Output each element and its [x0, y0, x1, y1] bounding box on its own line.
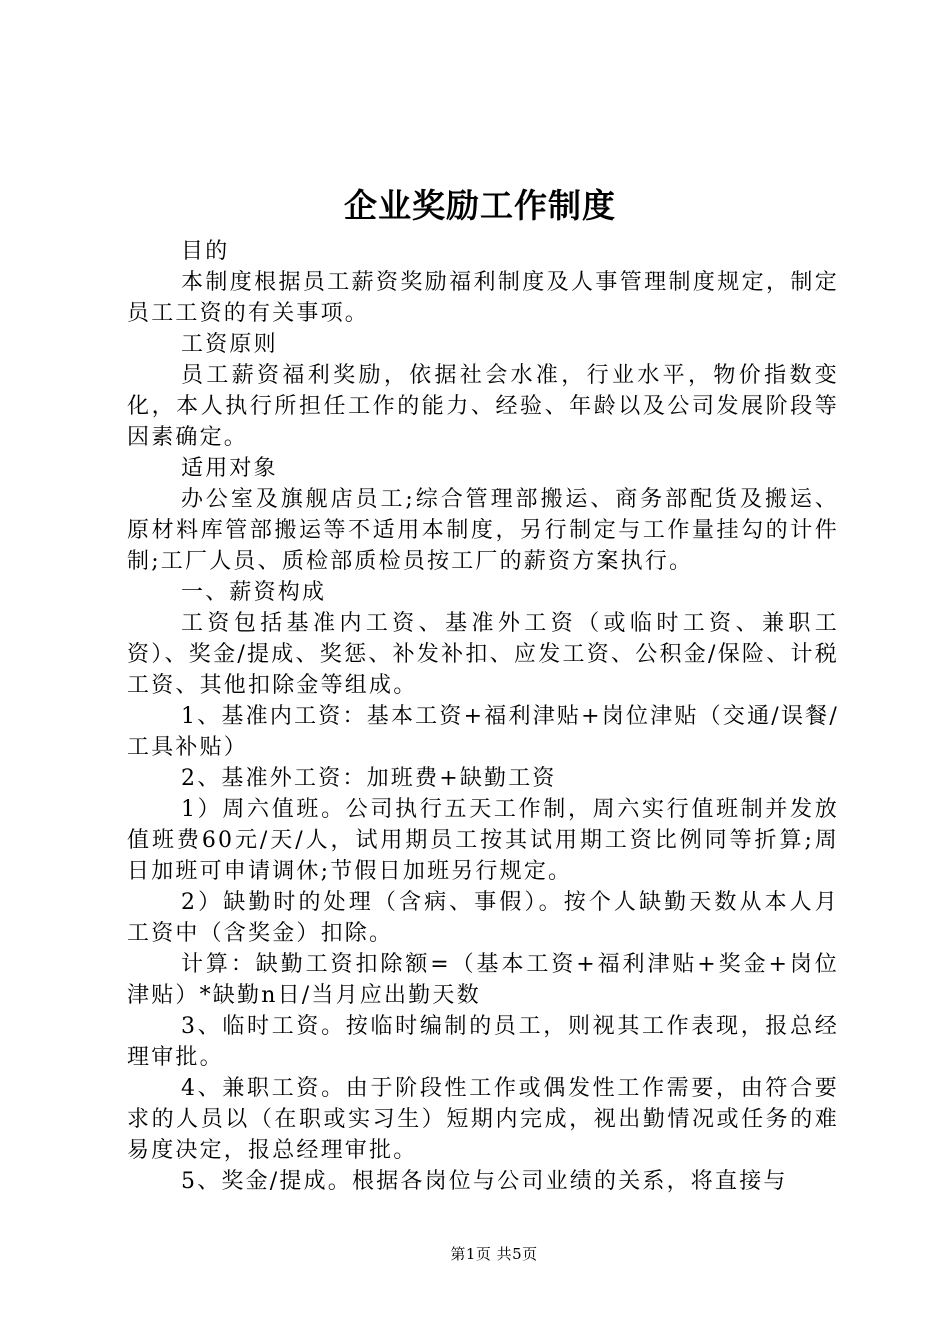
paragraph-item-1: 1、基准内工资：基本工资+福利津贴+岗位津贴（交通/误餐/工具补贴） [127, 704, 839, 760]
page-number-footer: 第1页 共5页 [450, 1245, 538, 1263]
paragraph-item-3: 3、临时工资。按临时编制的员工，则视其工作表现，报总经理审批。 [127, 1014, 839, 1070]
paragraph-purpose: 本制度根据员工薪资奖励福利制度及人事管理制度规定，制定员工工资的有关事项。 [127, 270, 839, 326]
paragraph-salary-structure: 工资包括基准内工资、基准外工资（或临时工资、兼职工资）、奖金/提成、奖惩、补发补扣、应发工资、公积金/保险、计税工资、其他扣除金等组成。 [127, 611, 839, 698]
document-body [127, 236, 839, 1197]
paragraph-item-5: 5、奖金/提成。根据各岗位与公司业绩的关系，将直接与 [181, 1169, 788, 1194]
paragraph-principle: 员工薪资福利奖励，依据社会水准，行业水平，物价指数变化，本人执行所担任工作的能力、经验、年龄以及公司发展阶段等因素确定。 [127, 363, 839, 450]
section-heading-purpose: 目的 [181, 239, 230, 264]
section-heading-principle: 工资原则 [181, 332, 278, 357]
paragraph-item-2: 2、基准外工资：加班费+缺勤工资 [181, 766, 557, 791]
section-heading-scope: 适用对象 [181, 456, 278, 481]
paragraph-calculation: 计算：缺勤工资扣除额=（基本工资+福利津贴+奖金+岗位津贴）*缺勤n日/当月应出勤天数 [127, 952, 839, 1008]
paragraph-scope: 办公室及旗舰店员工;综合管理部搬运、商务部配货及搬运、原材料库管部搬运等不适用本制度，另行制定与工作量挂勾的计件制;工厂人员、质检部质检员按工厂的薪资方案执行。 [127, 487, 839, 574]
document-title: 企业奖励工作制度 [344, 186, 616, 225]
paragraph-subitem-1: 1）周六值班。公司执行五天工作制，周六实行值班制并发放值班费60元/天/人，试用期员工按其试用期工资比例同等折算;周日加班可申请调休;节假日加班另行规定。 [127, 797, 839, 884]
section-heading-salary-structure: 一、薪资构成 [181, 580, 327, 605]
paragraph-subitem-2: 2）缺勤时的处理（含病、事假）。按个人缺勤天数从本人月工资中（含奖金）扣除。 [127, 890, 839, 946]
paragraph-item-4: 4、兼职工资。由于阶段性工作或偶发性工作需要，由符合要求的人员以（在职或实习生）短期内完成，视出勤情况或任务的难易度决定，报总经理审批。 [127, 1076, 839, 1163]
